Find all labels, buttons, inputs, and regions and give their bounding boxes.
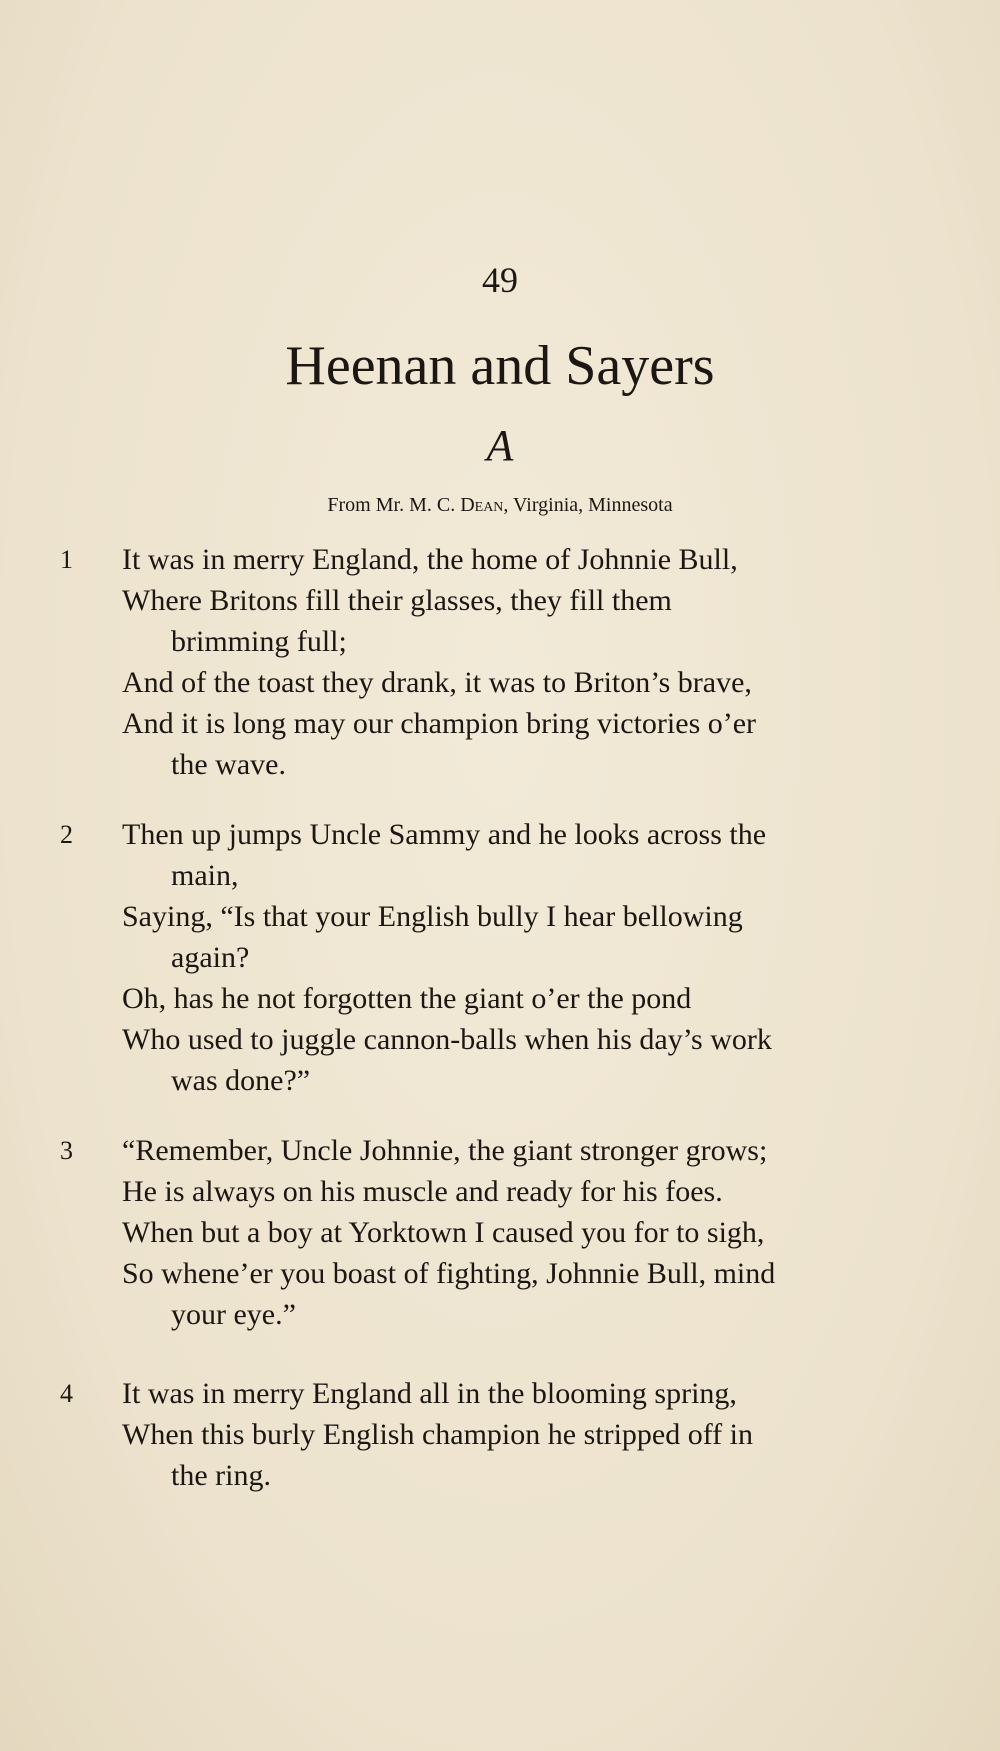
stanza-line: Then up jumps Uncle Sammy and he looks across the <box>122 818 767 851</box>
stanza-line: main, <box>171 859 239 892</box>
stanza-line: the wave. <box>171 748 286 781</box>
stanza-number: 1 <box>60 545 73 574</box>
stanza-line: He is always on his muscle and ready for his foes. <box>122 1175 723 1208</box>
stanza-number: 2 <box>60 820 73 849</box>
source-prefix: From Mr. M. C. <box>327 494 456 516</box>
version-letter: A <box>486 421 514 470</box>
stanza-line: And of the toast they drank, it was to Briton’s brave, <box>122 666 752 699</box>
stanza-line: again? <box>171 941 250 974</box>
stanza-line: And it is long may our champion bring victories o’er <box>122 707 757 740</box>
stanza-line: It was in merry England all in the blooming spring, <box>122 1377 737 1410</box>
stanza-line: brimming full; <box>171 625 347 658</box>
stanza-line: So whene’er you boast of fighting, Johnnie Bull, mind <box>122 1257 776 1290</box>
source-attribution <box>0 495 1000 515</box>
song-title: Heenan and Sayers <box>285 335 715 397</box>
stanza-number: 3 <box>60 1136 73 1165</box>
page-number: 49 <box>482 260 518 300</box>
stanza-number: 4 <box>60 1379 73 1408</box>
stanza-line: Saying, “Is that your English bully I hear bellowing <box>122 900 743 933</box>
stanza-line: “Remember, Uncle Johnnie, the giant stronger grows; <box>122 1134 768 1167</box>
source-suffix: , Virginia, Minnesota <box>503 494 673 516</box>
stanza-line: the ring. <box>171 1459 271 1492</box>
stanza-line: It was in merry England, the home of Johnnie Bull, <box>122 543 738 576</box>
stanza-line: was done?” <box>171 1064 311 1097</box>
stanza-line: When but a boy at Yorktown I caused you for to sigh, <box>122 1216 765 1249</box>
source-name: Dean <box>460 494 504 516</box>
stanza-line: your eye.” <box>171 1298 296 1331</box>
stanza-line: Who used to juggle cannon-balls when his day’s work <box>122 1023 772 1056</box>
stanza-line: When this burly English champion he stripped off in <box>122 1418 754 1451</box>
stanza-line: Oh, has he not forgotten the giant o’er the pond <box>122 982 692 1015</box>
stanza-line: Where Britons fill their glasses, they fill them <box>122 584 672 617</box>
